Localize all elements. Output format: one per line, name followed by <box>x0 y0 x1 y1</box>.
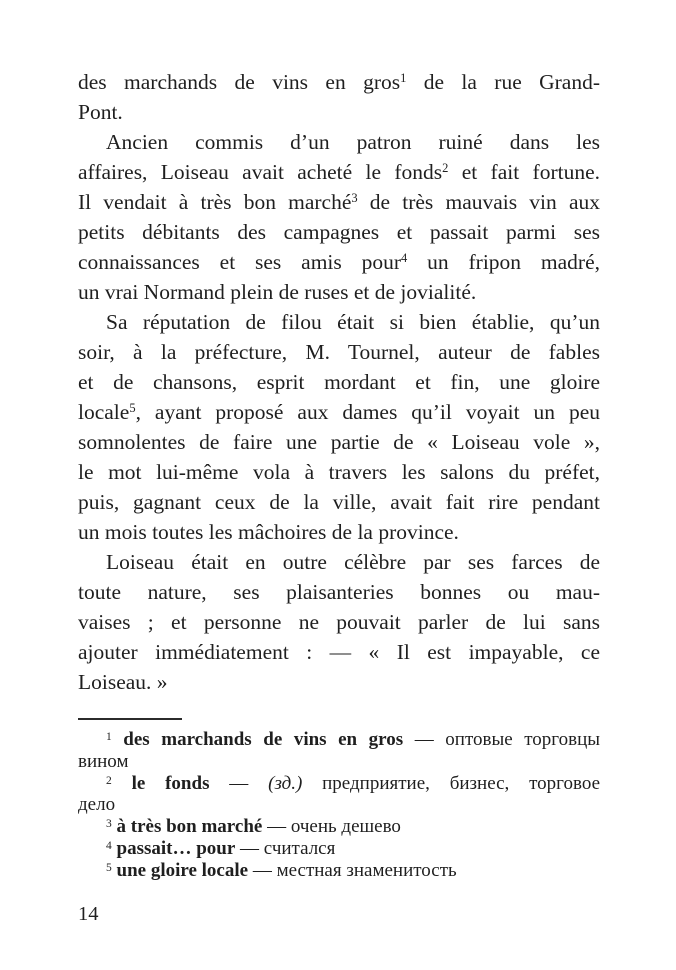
footnote-term: une gloire locale <box>111 859 249 881</box>
footnote-ref: 3 <box>351 191 358 205</box>
footnote-marker: 3 <box>106 818 112 830</box>
text-line: ajouter immédiatement : — « Il est impayable, ce <box>78 640 600 664</box>
text-line: somnolentes de faire une partie de « Loiseau vole », <box>78 430 600 454</box>
text-line: Il vendait à très bon marché$^3$ de très mauvais vin aux <box>78 190 600 214</box>
footnote-line <box>78 751 600 773</box>
footnote-ref: 5 <box>129 401 136 415</box>
text-line: Loiseau. » <box>78 670 168 694</box>
text-line: un mois toutes les mâchoires de la province. <box>78 520 459 544</box>
footnote-translation: — оптовые торговцы <box>403 729 600 750</box>
text-line: un vrai Normand plein de ruses et de jovialité. <box>78 280 477 304</box>
footnote-translation: вином <box>78 750 129 772</box>
text-line: Ancien commis d’un patron ruiné dans les <box>106 130 600 154</box>
footnote-translation: дело <box>78 794 116 816</box>
footnote-line <box>78 794 600 816</box>
footnote-ref: 4 <box>401 251 408 265</box>
text-line: connaissances et ses amis pour$^4$ un fripon madré, <box>78 250 600 274</box>
footnote-translation: — местная знаменитость <box>248 859 457 881</box>
text-line: affaires, Loiseau avait acheté le fonds$^2$ et fait fortune. <box>78 160 600 184</box>
footnote-marker: 2 <box>106 774 112 787</box>
text-line: soir, à la préfecture, M. Tournel, auteur de fables <box>78 340 600 364</box>
footnote-translation: — считался <box>235 837 336 859</box>
paragraph <box>78 547 600 697</box>
footnote-term: le fonds <box>111 772 210 794</box>
paragraph <box>78 127 600 307</box>
footnote-translation: предприятие, бизнес, торговое <box>302 772 600 794</box>
footnote-term: à très bon marché <box>111 816 263 837</box>
footnote-line <box>78 729 600 751</box>
text-line: et de chansons, esprit mordant et fin, une gloire <box>78 370 600 394</box>
footnote-translation: — очень дешево <box>262 816 401 837</box>
text-line: Pont. <box>78 100 123 124</box>
footnote-term: des marchands de vins en gros <box>111 729 404 750</box>
footnotes <box>78 729 600 881</box>
footnote-separator <box>78 718 182 720</box>
footnote-marker: 4 <box>106 839 112 852</box>
text-line: le mot lui-même vola à travers les salons du préfet, <box>78 460 600 484</box>
footnote-term: passait… pour <box>111 837 236 859</box>
text-line: locale$^5$, ayant proposé aux dames qu’il voyait un peu <box>78 400 600 424</box>
footnote-label-italic: (зд.) <box>268 772 303 794</box>
footnote-line <box>78 816 600 838</box>
paragraph <box>78 67 600 127</box>
footnote-translation: — <box>209 772 269 794</box>
footnote-ref: 1 <box>400 71 407 85</box>
text-line: toute nature, ses plaisanteries bonnes ou mau- <box>78 580 600 604</box>
footnote-line <box>78 860 600 882</box>
text-line: vaises ; et personne ne pouvait parler de lui sans <box>78 610 600 634</box>
text-line: puis, gagnant ceux de la ville, avait fait rire pendant <box>78 490 600 514</box>
footnote-marker: 5 <box>106 861 112 874</box>
paragraph <box>78 307 600 547</box>
text-line: Loiseau était en outre célèbre par ses farces de <box>106 550 600 574</box>
main-text <box>78 67 600 697</box>
text-line: des marchands de vins en gros$^1$ de la rue Grand- <box>78 70 600 94</box>
footnote-marker: 1 <box>106 731 112 743</box>
page-number: 14 <box>78 903 99 925</box>
footnote-line <box>78 773 600 795</box>
text-line: Sa réputation de filou était si bien établie, qu’un <box>106 310 600 334</box>
text-line: petits débitants des campagnes et passait parmi ses <box>78 220 600 244</box>
footnote-line <box>78 838 600 860</box>
footnote-ref: 2 <box>442 161 449 175</box>
